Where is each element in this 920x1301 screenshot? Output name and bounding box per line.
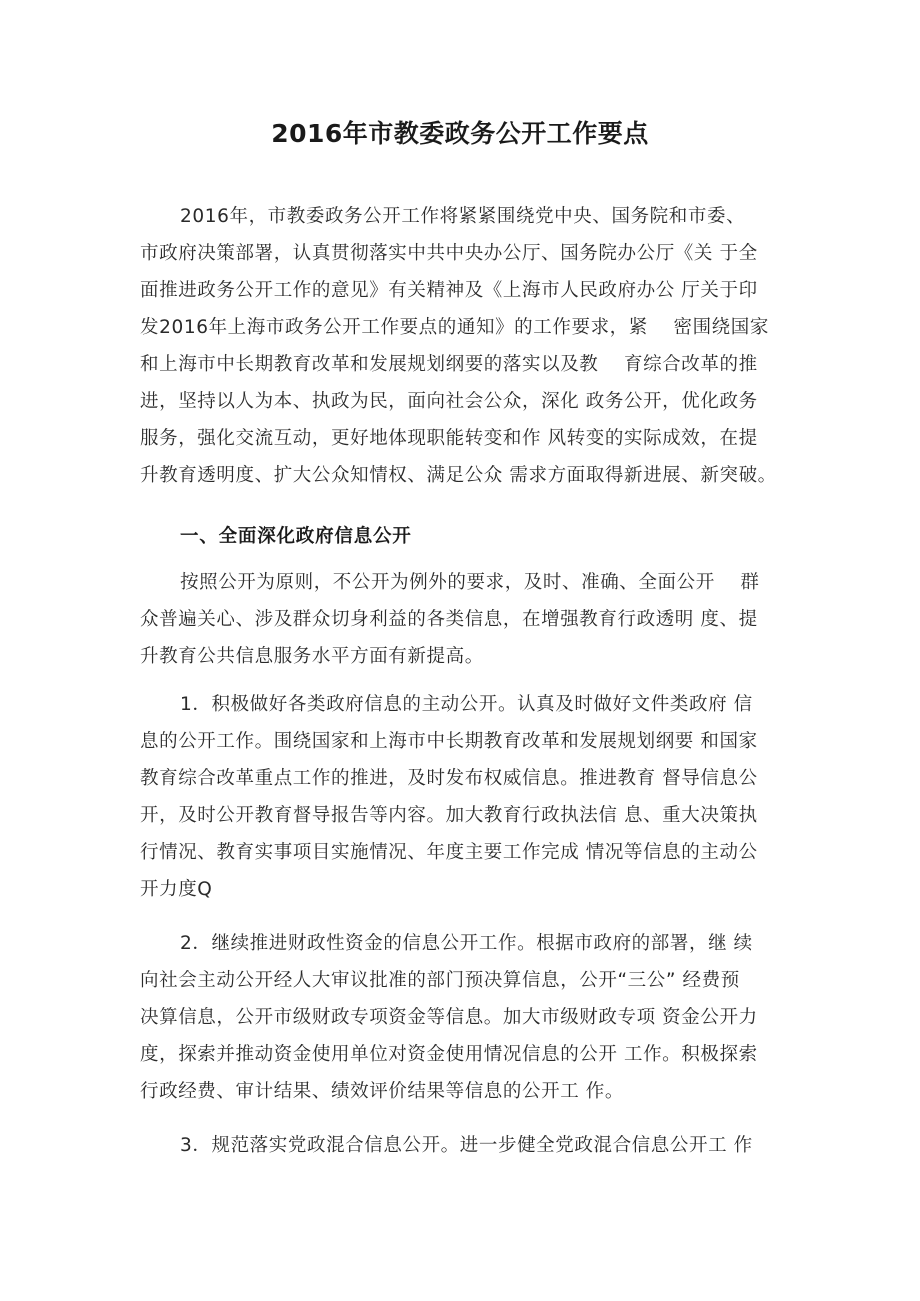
paragraph-line: 按照公开为原则，不公开为例外的要求，及时、准确、全面公开 群	[180, 572, 760, 593]
paragraph-line: 3．规范落实党政混合信息公开。进一步健全党政混合信息公开工 作	[180, 1135, 753, 1156]
document-title: 2016年市教委政务公开工作要点	[271, 119, 649, 148]
paragraph-line: 面推进政务公开工作的意见》有关精神及《上海市人民政府办公 厅关于印	[140, 280, 758, 301]
paragraph-line: 升教育公共信息服务水平方面有新提高。	[140, 646, 484, 667]
paragraph-line: 决算信息，公开市级财政专项资金等信息。加大市级财政专项 资金公开力	[140, 1007, 758, 1028]
paragraph-line: 1．积极做好各类政府信息的主动公开。认真及时做好文件类政府 信	[180, 694, 753, 715]
paragraph-line: 行情况、教育实事项目实施情况、年度主要工作完成 情况等信息的主动公	[140, 842, 758, 863]
paragraph-line: 和上海市中长期教育改革和发展规划纲要的落实以及教 育综合改革的推	[140, 354, 758, 375]
paragraph-line: 发2016年上海市政务公开工作要点的通知》的工作要求，紧 密围绕国家	[140, 317, 769, 338]
paragraph-line: 2．继续推进财政性资金的信息公开工作。根据市政府的部署，继 续	[180, 933, 753, 954]
paragraph-line: 升教育透明度、扩大公众知情权、满足公众 需求方面取得新进展、新突破。	[140, 465, 777, 486]
paragraph-line: 服务，强化交流互动，更好地体现职能转变和作 风转变的实际成效，在提	[140, 428, 758, 449]
paragraph-line: 众普遍关心、涉及群众切身利益的各类信息，在增强教育行政透明 度、提	[140, 609, 758, 630]
paragraph-line: 行政经费、审计结果、绩效评价结果等信息的公开工 作。	[140, 1081, 624, 1102]
paragraph-line: 2016年，市教委政务公开工作将紧紧围绕党中央、国务院和市委、	[180, 206, 746, 227]
paragraph-line: 市政府决策部署，认真贯彻落实中共中央办公厅、国务院办公厅《关 于全	[140, 243, 758, 264]
paragraph-line: 教育综合改革重点工作的推进，及时发布权威信息。推进教育 督导信息公	[140, 768, 758, 789]
paragraph-line: 度，探索并推动资金使用单位对资金使用情况信息的公开 工作。积极探索	[140, 1044, 758, 1065]
paragraph-line: 开，及时公开教育督导报告等内容。加大教育行政执法信 息、重大决策执	[140, 805, 758, 826]
paragraph-line: 息的公开工作。围绕国家和上海市中长期教育改革和发展规划纲要 和国家	[140, 731, 758, 752]
paragraph-line: 向社会主动公开经人大审议批准的部门预决算信息，公开“三公” 经费预	[140, 970, 740, 991]
paragraph-line: 进，坚持以人为本、执政为民，面向社会公众，深化 政务公开，优化政务	[140, 391, 758, 412]
paragraph-line: 开力度Q	[140, 879, 213, 900]
section-heading: 一、全面深化政府信息公开	[180, 526, 412, 547]
